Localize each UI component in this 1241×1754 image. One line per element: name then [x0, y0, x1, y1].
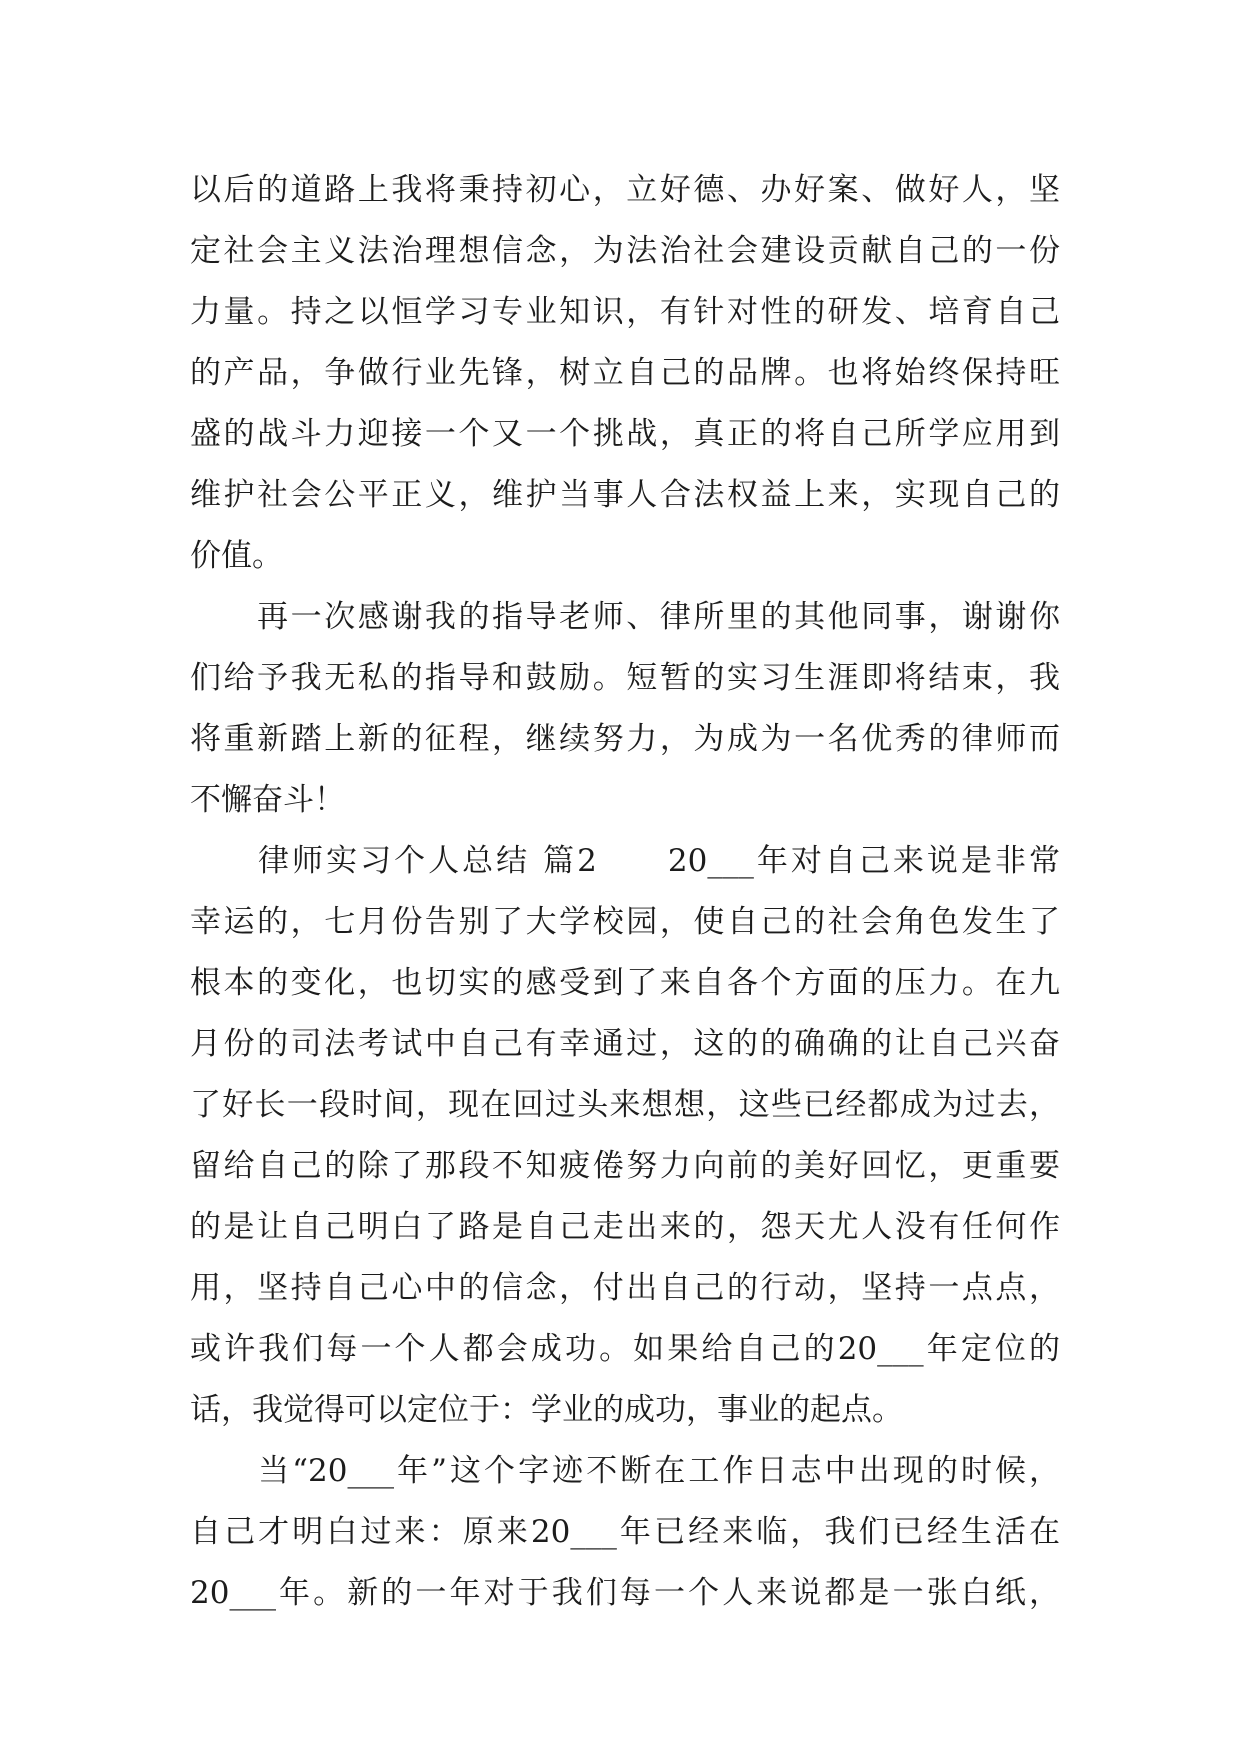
- text-line: 价值。: [190, 538, 283, 574]
- text-line: 幸运的，七月份告别了大学校园，使自己的社会角色发生了: [190, 904, 1060, 940]
- text-line: 20___年。新的一年对于我们每一个人来说都是一张白纸，: [190, 1575, 1060, 1611]
- text-line: 将重新踏上新的征程，继续努力，为成为一名优秀的律师而: [190, 721, 1060, 757]
- text-line: 根本的变化，也切实的感受到了来自各个方面的压力。在九: [190, 965, 1060, 1001]
- text-line: 律师实习个人总结 篇2 20___年对自己来说是非常: [190, 843, 1060, 879]
- text-line: 盛的战斗力迎接一个又一个挑战，真正的将自己所学应用到: [190, 416, 1060, 452]
- text-line: 力量。持之以恒学习专业知识，有针对性的研发、培育自己: [190, 294, 1060, 330]
- text-line: 自己才明白过来：原来20___年已经来临，我们已经生活在: [190, 1514, 1060, 1550]
- text-line: 用，坚持自己心中的信念，付出自己的行动，坚持一点点，: [190, 1270, 1060, 1306]
- text-line: 维护社会公平正义，维护当事人合法权益上来，实现自己的: [190, 477, 1060, 513]
- text-line: 们给予我无私的指导和鼓励。短暂的实习生涯即将结束，我: [190, 660, 1060, 696]
- text-line: 当“20___年”这个字迹不断在工作日志中出现的时候，: [190, 1453, 1060, 1489]
- document-body: [190, 160, 1060, 1624]
- text-line: 的是让自己明白了路是自己走出来的，怨天尤人没有任何作: [190, 1209, 1060, 1245]
- text-line: 留给自己的除了那段不知疲倦努力向前的美好回忆，更重要: [190, 1148, 1060, 1184]
- text-line: 或许我们每一个人都会成功。如果给自己的20___年定位的: [190, 1331, 1060, 1367]
- text-line: 月份的司法考试中自己有幸通过，这的的确确的让自己兴奋: [190, 1026, 1060, 1062]
- text-line: 了好长一段时间，现在回过头来想想，这些已经都成为过去，: [190, 1087, 1060, 1123]
- text-line: 以后的道路上我将秉持初心，立好德、办好案、做好人，坚: [190, 172, 1060, 208]
- text-line: 不懈奋斗！: [190, 782, 345, 818]
- text-line: 话，我觉得可以定位于：学业的成功，事业的起点。: [190, 1392, 903, 1428]
- text-line: 的产品，争做行业先锋，树立自己的品牌。也将始终保持旺: [190, 355, 1060, 391]
- text-line: 定社会主义法治理想信念，为法治社会建设贡献自己的一份: [190, 233, 1060, 269]
- text-line: 再一次感谢我的指导老师、律所里的其他同事，谢谢你: [190, 599, 1060, 635]
